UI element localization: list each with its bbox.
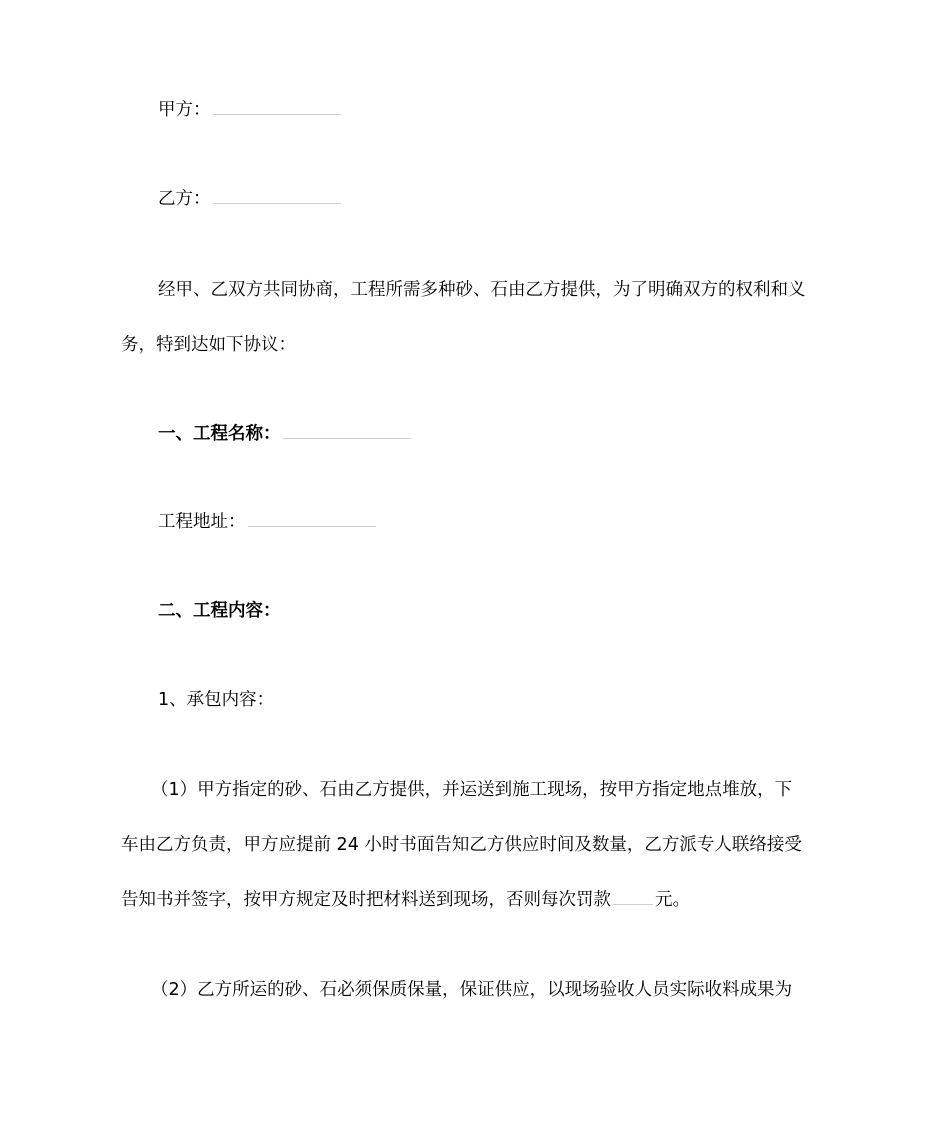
party-b-row: [158, 187, 868, 211]
address-blank: [248, 510, 376, 527]
clause1-line-2: 车由乙方负责，甲方应提前 24 小时书面告知乙方供应时间及数量，乙方派专人联络接受: [121, 835, 802, 855]
address-row: [158, 510, 868, 534]
party-a-label: 甲方：: [158, 100, 211, 120]
clause2-line-1: （2）乙方所运的砂、石必须保质保量，保证供应，以现场验收人员实际收料成果为: [151, 980, 793, 1000]
party-a-row: [158, 98, 868, 122]
clause1-line-3-text: 告知书并签字，按甲方规定及时把材料送到现场，否则每次罚款: [121, 890, 611, 910]
party-b-blank: [213, 187, 341, 204]
section2-sub1: 1、承包内容：: [158, 690, 275, 710]
address-label: 工程地址：: [158, 512, 246, 532]
section2-heading: 二、工程内容：: [158, 601, 281, 621]
project-name-blank: [283, 422, 411, 439]
party-a-blank: [213, 98, 341, 115]
clause1-line-3-unit: 元。: [655, 890, 690, 910]
clause1-line-1: （1）甲方指定的砂、石由乙方提供，并运送到施工现场，按甲方指定地点堆放，下: [151, 780, 793, 800]
intro-line-1: 经甲、乙双方共同协商，工程所需多种砂、石由乙方提供，为了明确双方的权利和义: [158, 280, 806, 300]
section1-row: [158, 422, 868, 446]
party-b-label: 乙方：: [158, 189, 211, 209]
section1-heading: 一、工程名称：: [158, 424, 281, 444]
intro-line-2: 务，特到达如下协议：: [121, 335, 296, 355]
fine-amount-blank: [613, 888, 653, 905]
clause1-line-3: [121, 888, 831, 912]
